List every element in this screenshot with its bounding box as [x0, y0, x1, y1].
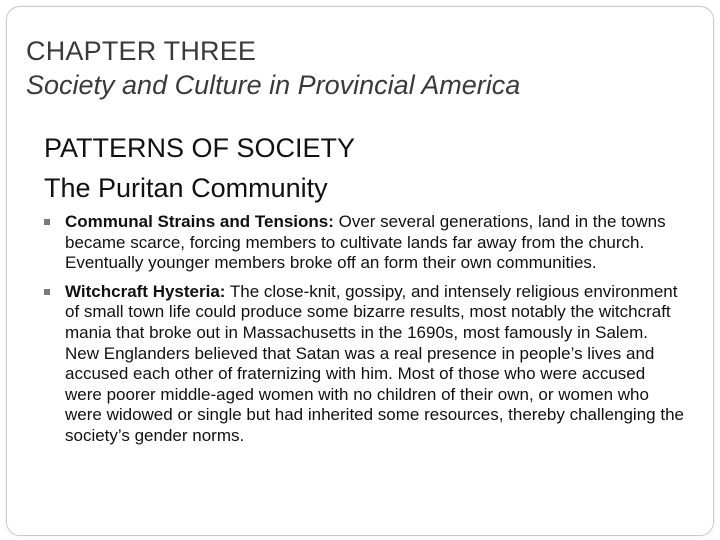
- square-bullet-icon: [44, 289, 50, 295]
- square-bullet-icon: [44, 219, 50, 225]
- bullet-item: [44, 282, 684, 447]
- bullet-text: The close-knit, gossipy, and intensely religious environment of small town life could produce some bizarre results, most notably the witchcraft mania that broke out in Massachusetts in the 1690s, most famously in Salem. New Englanders believed that Satan was a real presence in people’s lives and accused each other of fraternizing with him. Most of those who were accused were poorer middle-aged women with no children of their own, or women who were widowed or single but had inherited some resources, thereby challenging the society’s gender norms.: [65, 281, 684, 445]
- chapter-subtitle: Society and Culture in Provincial America: [26, 70, 521, 100]
- section-heading: PATTERNS OF SOCIETY: [44, 133, 356, 163]
- slide-title: [26, 34, 706, 102]
- bullet-item: [44, 212, 684, 274]
- bullet-text: Over several generations, land in the towns became scarce, forcing members to cultivate lands far away from the church. Eventually younger members broke off an form their own communities.: [65, 212, 666, 273]
- bullet-term: Communal Strains and Tensions:: [65, 212, 334, 231]
- bullet-list: [44, 212, 684, 455]
- chapter-title: CHAPTER THREE: [26, 36, 257, 66]
- section-heading-block: [44, 128, 704, 208]
- section-subheading: The Puritan Community: [44, 173, 328, 203]
- bullet-term: Witchcraft Hysteria:: [65, 281, 226, 301]
